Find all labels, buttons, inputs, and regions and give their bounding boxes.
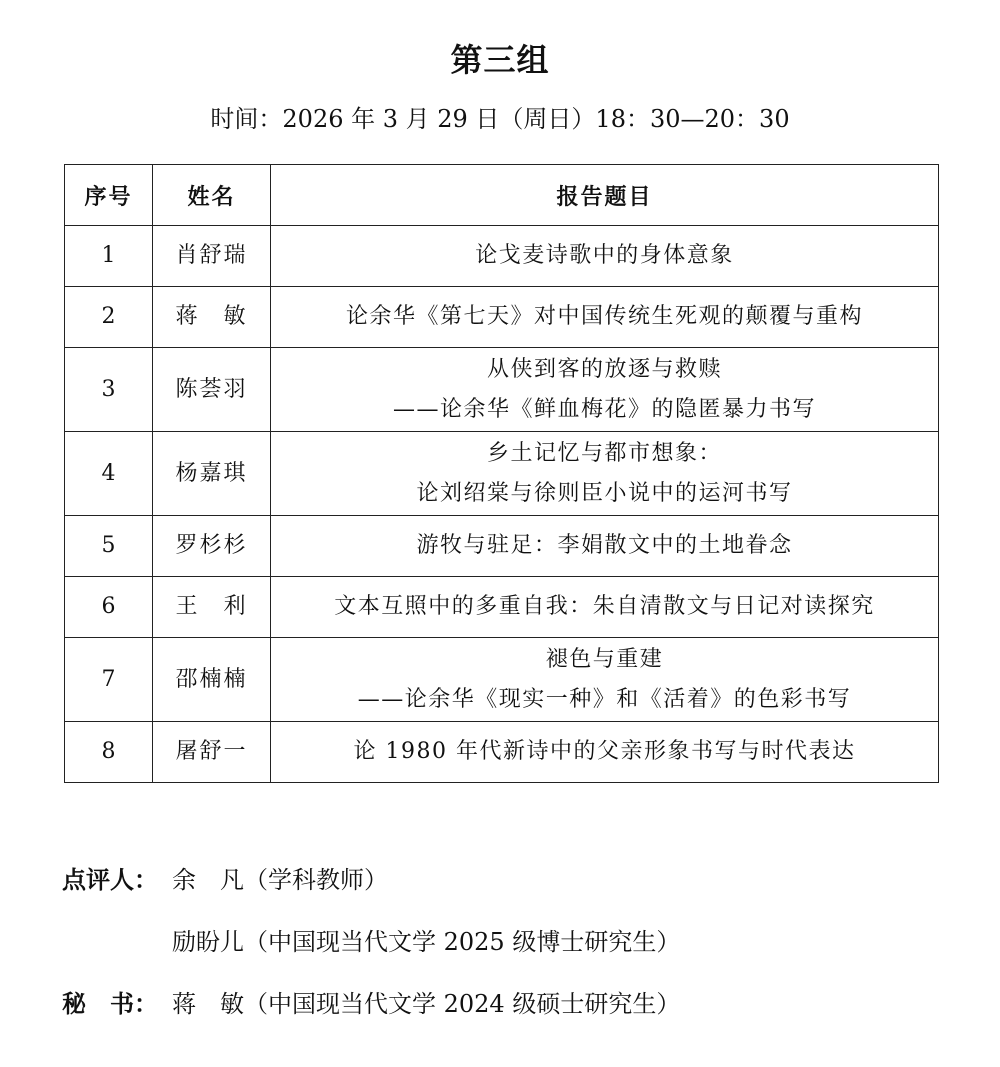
row-number: 6 xyxy=(65,577,153,638)
table-row xyxy=(65,287,939,348)
row-number: 5 xyxy=(65,516,153,577)
topic-subtitle-line: 论刘绍棠与徐则臣小说中的运河书写 xyxy=(416,480,793,506)
topic-line: 论戈麦诗歌中的身体意象 xyxy=(475,243,734,268)
report-topic xyxy=(271,722,939,783)
table-row xyxy=(65,348,939,432)
report-topic xyxy=(271,348,939,432)
row-number: 1 xyxy=(65,226,153,287)
presenter-name: 罗杉杉 xyxy=(153,516,271,577)
table-row xyxy=(65,577,939,638)
secretary-name: 蒋 敏（中国现当代文学 2024 级硕士研究生） xyxy=(172,990,681,1018)
report-topic xyxy=(271,577,939,638)
report-topic xyxy=(271,287,939,348)
secretary-row xyxy=(62,986,680,1022)
commentator-1: 余 凡（学科教师） xyxy=(172,866,388,894)
report-topic xyxy=(271,226,939,287)
topic-subtitle-line: ——论余华《现实一种》和《活着》的色彩书写 xyxy=(357,686,852,712)
topic-title-line: 褪色与重建 xyxy=(545,646,664,672)
report-topic xyxy=(271,516,939,577)
table-row xyxy=(65,722,939,783)
topic-line: 文本互照中的多重自我：朱自清散文与日记对读探究 xyxy=(334,594,875,619)
topic-line: 游牧与驻足：李娟散文中的土地眷念 xyxy=(416,533,793,558)
col-header-number: 序号 xyxy=(65,165,153,226)
table-row xyxy=(65,516,939,577)
session-time: 时间：2026 年 3 月 29 日（周日）18：30—20：30 xyxy=(210,105,790,133)
col-header-topic: 报告题目 xyxy=(271,165,939,226)
commentator-row-2 xyxy=(172,924,680,960)
row-number: 7 xyxy=(65,638,153,722)
commentator-row xyxy=(62,862,388,898)
topic-line: 论 1980 年代新诗中的父亲形象书写与时代表达 xyxy=(353,739,856,764)
report-topic xyxy=(271,432,939,516)
presenter-name: 肖舒瑞 xyxy=(153,226,271,287)
presenter-name: 杨嘉琪 xyxy=(153,432,271,516)
page-title: 第三组 xyxy=(450,41,550,79)
col-header-name: 姓名 xyxy=(153,165,271,226)
presenter-name: 邵楠楠 xyxy=(153,638,271,722)
table-row xyxy=(65,226,939,287)
table-row xyxy=(65,432,939,516)
presenter-name: 蒋 敏 xyxy=(153,287,271,348)
topic-line: 论余华《第七天》对中国传统生死观的颠覆与重构 xyxy=(345,304,863,329)
topic-subtitle-line: ——论余华《鲜血梅花》的隐匿暴力书写 xyxy=(392,396,816,422)
row-number: 3 xyxy=(65,348,153,432)
report-topic xyxy=(271,638,939,722)
topic-title-line: 从侠到客的放逐与救赎 xyxy=(486,356,722,382)
presenter-name: 陈荟羽 xyxy=(153,348,271,432)
table-header-row xyxy=(65,165,939,226)
row-number: 8 xyxy=(65,722,153,783)
row-number: 2 xyxy=(65,287,153,348)
topic-title-line: 乡土记忆与都市想象： xyxy=(486,440,722,466)
table-row xyxy=(65,638,939,722)
schedule-table xyxy=(64,164,939,783)
secretary-label: 秘 书： xyxy=(62,990,158,1018)
presenter-name: 屠舒一 xyxy=(153,722,271,783)
row-number: 4 xyxy=(65,432,153,516)
commentator-label: 点评人： xyxy=(62,866,158,894)
presenter-name: 王 利 xyxy=(153,577,271,638)
commentator-2: 励盼儿（中国现当代文学 2025 级博士研究生） xyxy=(172,928,681,956)
